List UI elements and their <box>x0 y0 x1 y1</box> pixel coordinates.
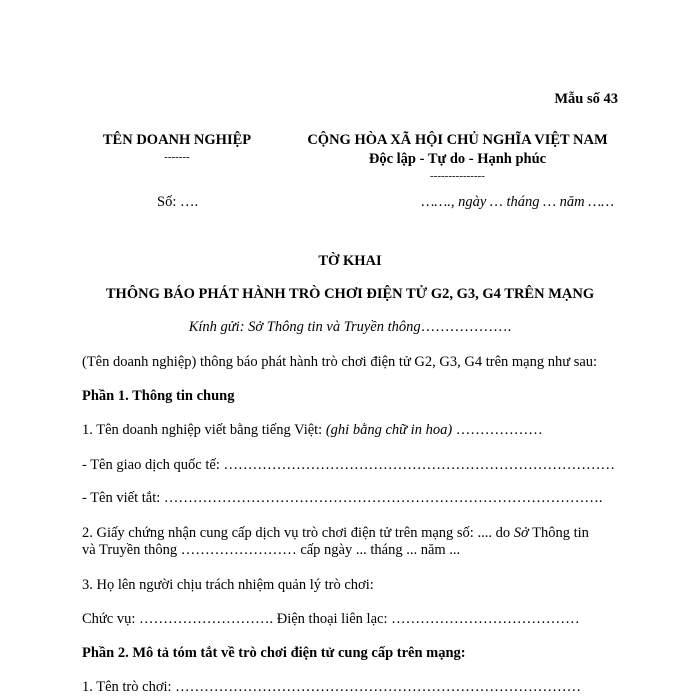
certificate-text: 2. Giấy chứng nhận cung cấp dịch vụ trò chơi điện tử trên mạng số: .... do <box>82 525 514 541</box>
recipient-prefix: Kính gửi: <box>188 319 249 335</box>
document-number: Số: …. <box>157 194 199 210</box>
item1-note: (ghi bằng chữ in hoa) <box>325 422 453 438</box>
document-date: ……., ngày … tháng … năm …… <box>421 194 614 210</box>
intro-paragraph: (Tên doanh nghiệp) thông báo phát hành trò chơi điện tử G2, G3, G4 trên mạng như sau: <box>82 354 598 370</box>
item1-blank: ……………… <box>452 422 543 438</box>
certificate-dept: Thông tin <box>528 525 589 541</box>
company-name-placeholder: TÊN DOANH NGHIỆP <box>102 132 252 148</box>
recipient-department: Sở Thông tin và Truyền thông <box>248 319 421 335</box>
part2-heading: Phần 2. Mô tả tóm tắt về trò chơi điện tử cung cấp trên mạng: <box>82 645 466 661</box>
certificate-line-1 <box>82 524 589 542</box>
recipient-line <box>0 318 700 336</box>
certificate-line-2: và Truyền thông …………………… cấp ngày ... tháng ... năm ... <box>82 542 461 558</box>
part1-heading: Phần 1. Thông tin chung <box>82 388 235 404</box>
certificate-so: Sở <box>513 525 529 541</box>
country-name: CỘNG HÒA XÃ HỘI CHỦ NGHĨA VIỆT NAM <box>307 132 608 148</box>
short-name: - Tên viết tắt: ………………………………………………………………………………. <box>82 490 603 506</box>
form-subtitle: THÔNG BÁO PHÁT HÀNH TRÒ CHƠI ĐIỆN TỬ G2, G3, G4 TRÊN MẠNG <box>105 286 595 302</box>
form-number: Mẫu số 43 <box>554 91 618 107</box>
game-name: 1. Tên trò chơi: ………………………………………………………………………… <box>82 679 582 695</box>
motto-underline: --------------- <box>430 170 485 182</box>
company-vietnamese-name <box>82 421 543 439</box>
form-title: TỜ KHAI <box>318 253 382 269</box>
position-phone: Chức vụ: ………………………. Điện thoại liên lạc: ………………………………… <box>82 611 580 627</box>
international-name: - Tên giao dịch quốc tế: ……………………………………………………………………… <box>82 457 615 473</box>
national-motto: Độc lập - Tự do - Hạnh phúc <box>368 151 547 167</box>
item1-label: 1. Tên doanh nghiệp viết bằng tiếng Việt: <box>82 422 326 438</box>
recipient-blank: ………………. <box>420 319 512 335</box>
company-underline: ------- <box>164 151 190 163</box>
manager-name: 3. Họ lên người chịu trách nhiệm quản lý trò chơi: <box>82 577 374 593</box>
